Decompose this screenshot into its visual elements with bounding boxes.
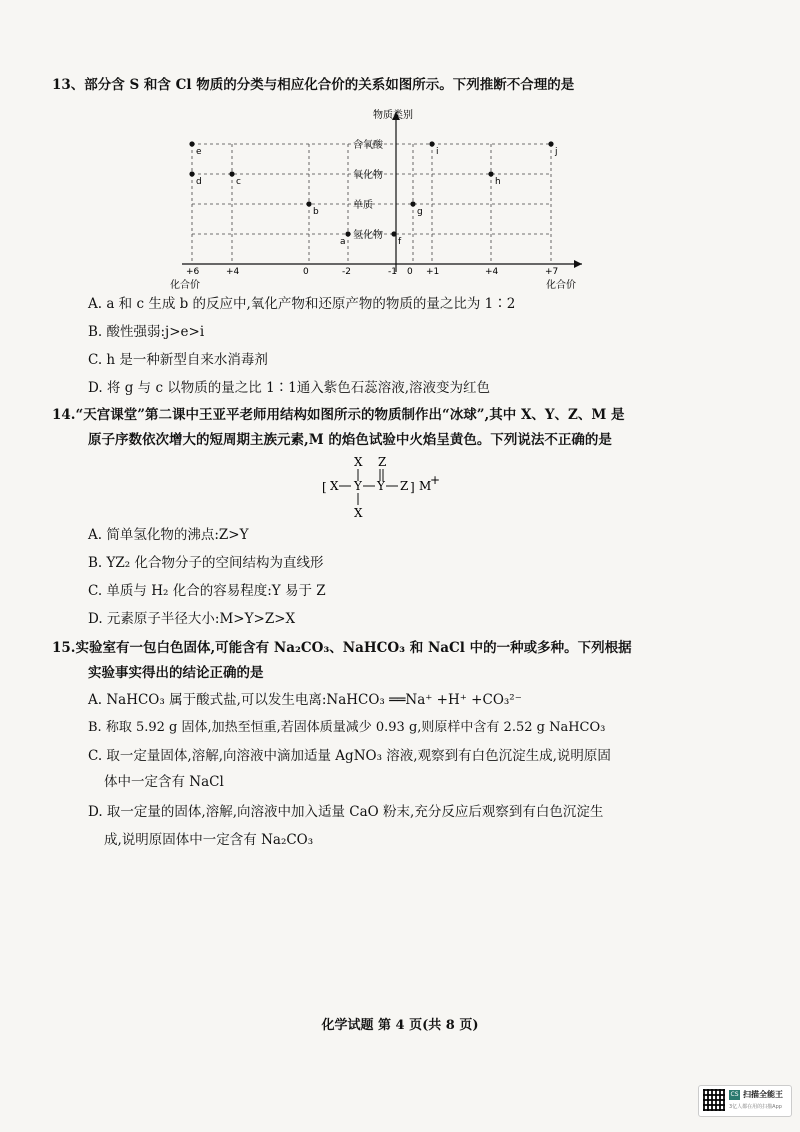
category-label: 氢化物 xyxy=(353,230,383,241)
x-tick-label: +6 xyxy=(186,267,200,277)
y-axis-label: 物质类别 xyxy=(373,110,413,121)
q13-stem: 13、部分含 S 和含 Cl 物质的分类与相应化合价的关系如图所示。下列推断不合理的是 xyxy=(52,77,575,93)
q13-option-b: B. 酸性强弱:j>e>i xyxy=(88,324,205,340)
x-tick-label: +7 xyxy=(545,267,559,277)
q14-stem-line2: 原子序数依次增大的短周期主族元素,M 的焰色试验中火焰呈黄色。下列说法不正确的是 xyxy=(88,432,612,448)
point-label-e: e xyxy=(196,147,202,157)
category-label: 氧化物 xyxy=(353,170,383,181)
q13-option-a: A. a 和 c 生成 b 的反应中,氧化产物和还原产物的物质的量之比为 1∶2 xyxy=(88,296,516,312)
x-tick-label: +1 xyxy=(426,267,440,277)
data-point-c xyxy=(229,171,234,176)
q15-stem-line2: 实验事实得出的结论正确的是 xyxy=(88,665,264,681)
struct-y-2: Y xyxy=(377,479,385,493)
data-point-h xyxy=(488,171,493,176)
data-point-i xyxy=(429,141,434,146)
category-label: 单质 xyxy=(353,200,373,211)
struct-y-1: Y xyxy=(354,479,362,493)
q15-option-b: B. 称取 5.92 g 固体,加热至恒重,若固体质量减少 0.93 g,则原样中含有 2.52 g NaHCO₃ xyxy=(88,720,606,735)
category-label: 含氧酸 xyxy=(353,140,383,151)
q15-option-d-cont: 成,说明原固体中一定含有 Na₂CO₃ xyxy=(104,832,314,848)
point-label-f: f xyxy=(398,237,402,247)
x-tick-label: 0 xyxy=(303,267,309,277)
svg-text:[: [ xyxy=(322,480,327,494)
x-tick-label: +4 xyxy=(226,267,240,277)
point-label-a: a xyxy=(340,237,346,247)
data-point-e xyxy=(189,141,194,146)
struct-m: M xyxy=(419,479,432,493)
qr-code-icon xyxy=(703,1089,725,1111)
q15-option-d: D. 取一定量的固体,溶解,向溶液中加入适量 CaO 粉末,充分反应后观察到有白色沉淀生 xyxy=(88,804,604,820)
ion-structure xyxy=(318,455,458,523)
x-tick-label: -2 xyxy=(342,267,351,277)
struct-charge: + xyxy=(430,473,441,487)
x-axis-label-right: 化合价 xyxy=(546,280,576,291)
q14-option-b: B. YZ₂ 化合物分子的空间结构为直线形 xyxy=(88,555,324,571)
data-point-j xyxy=(548,141,553,146)
point-label-g: g xyxy=(417,207,423,217)
struct-x-left: X xyxy=(330,479,339,493)
point-label-d: d xyxy=(196,177,202,187)
valence-category-diagram xyxy=(170,104,590,294)
struct-x-top: X xyxy=(354,455,363,469)
data-point-b xyxy=(306,201,311,206)
q14-option-c: C. 单质与 H₂ 化合的容易程度:Y 易于 Z xyxy=(88,583,326,599)
page-footer: 化学试题 第 4 页(共 8 页) xyxy=(321,1018,479,1033)
q13-option-d: D. 将 g 与 c 以物质的量之比 1∶1通入紫色石蕊溶液,溶液变为红色 xyxy=(88,380,491,396)
point-label-j: j xyxy=(555,147,558,157)
q15-option-c: C. 取一定量固体,溶解,向溶液中滴加适量 AgNO₃ 溶液,观察到有白色沉淀生成,说明原固 xyxy=(88,748,611,764)
data-point-a xyxy=(345,231,350,236)
q14-stem-line1: 14.“天宫课堂”第二课中王亚平老师用结构如图所示的物质制作出“冰球”,其中 X、Y、Z、M 是 xyxy=(52,407,625,423)
struct-z-right: Z xyxy=(400,479,409,493)
x-tick-label: +4 xyxy=(485,267,499,277)
x-axis-label-left: 化合价 xyxy=(170,280,200,291)
data-point-d xyxy=(189,171,194,176)
x-tick-label: -1 xyxy=(388,267,397,277)
point-label-c: c xyxy=(236,177,241,187)
q14-option-d: D. 元素原子半径大小:M>Y>Z>X xyxy=(88,611,296,627)
scanner-name: 扫描全能王 xyxy=(743,1090,783,1099)
data-point-g xyxy=(410,201,415,206)
q13-option-c: C. h 是一种新型自来水消毒剂 xyxy=(88,352,268,368)
point-label-i: i xyxy=(436,147,439,157)
x-tick-label: 0 xyxy=(407,267,413,277)
point-label-b: b xyxy=(313,207,319,217)
struct-x-bottom: X xyxy=(354,506,363,520)
q15-option-a: A. NaHCO₃ 属于酸式盐,可以发生电离:NaHCO₃ ══Na⁺ +H⁺ +CO₃²⁻ xyxy=(88,692,522,708)
point-label-h: h xyxy=(495,177,501,187)
scanner-tagline: 3亿人都在用的扫描App xyxy=(729,1104,782,1110)
q15-option-c-cont: 体中一定含有 NaCl xyxy=(104,774,224,790)
scanner-logo: CS xyxy=(730,1091,739,1098)
struct-z-top: Z xyxy=(378,455,387,469)
svg-text:]: ] xyxy=(410,480,415,494)
data-point-f xyxy=(391,231,396,236)
q14-option-a: A. 简单氢化物的沸点:Z>Y xyxy=(88,527,249,543)
scanner-watermark xyxy=(698,1085,792,1117)
q15-stem-line1: 15.实验室有一包白色固体,可能含有 Na₂CO₃、NaHCO₃ 和 NaCl 中的一种或多种。下列根据 xyxy=(52,640,632,656)
